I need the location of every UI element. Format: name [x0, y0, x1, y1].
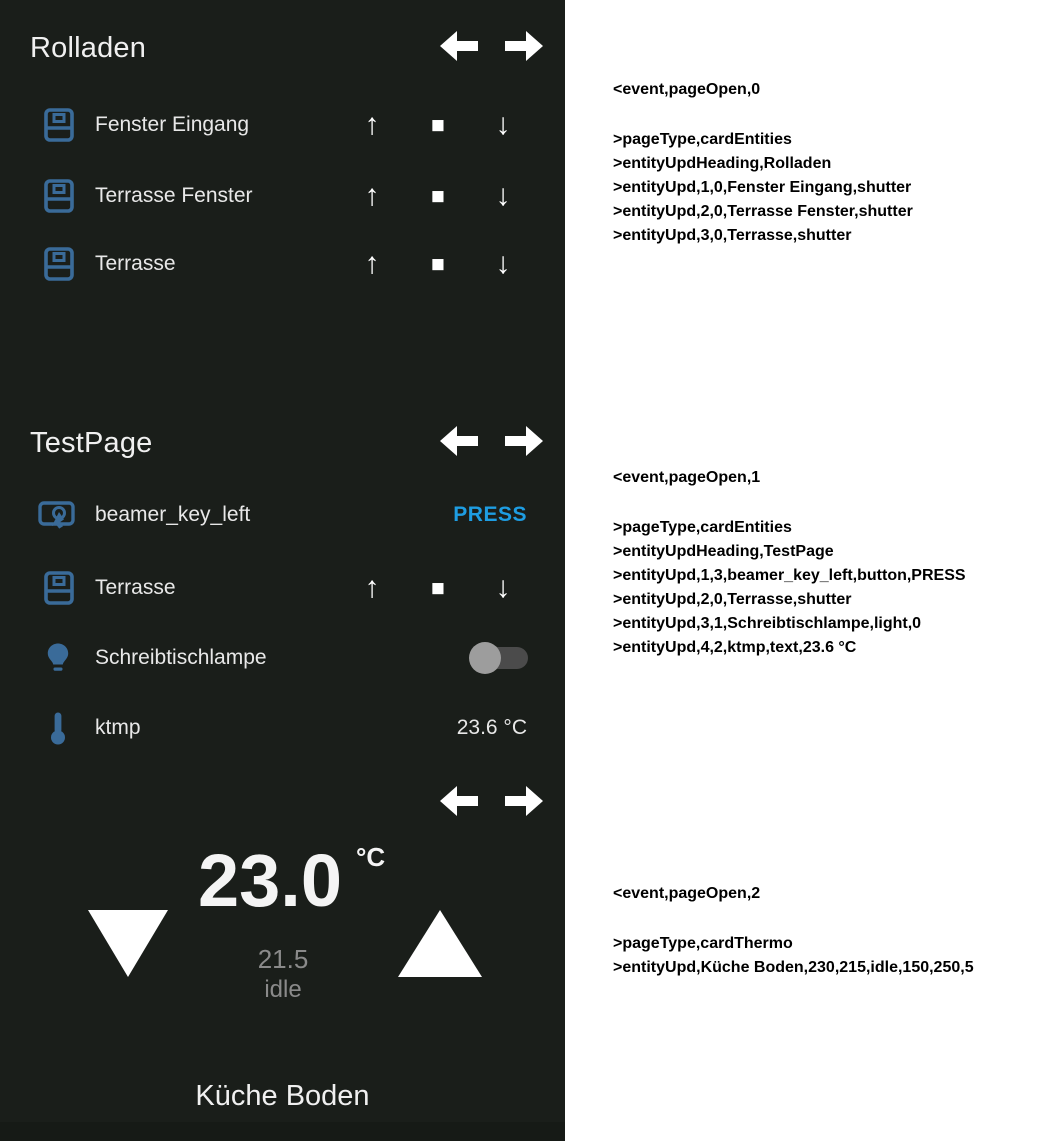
log-line: >entityUpd,4,2,ktmp,text,23.6 °C [613, 639, 857, 656]
entity-name: Terrasse [95, 576, 176, 599]
shutter-up-button[interactable]: ↑ [364, 179, 380, 212]
shutter-stop-button[interactable]: ■ [431, 182, 445, 209]
page-title: TestPage [30, 427, 153, 459]
shutter-up-button[interactable]: ↑ [364, 247, 380, 280]
nav-next-button[interactable] [505, 425, 543, 457]
page-title: Rolladen [30, 32, 147, 64]
entity-name: Fenster Eingang [95, 113, 250, 136]
log-line: >pageType,cardEntities [613, 131, 792, 148]
press-button[interactable]: PRESS [453, 503, 527, 526]
entity-row-text [0, 700, 565, 756]
thermometer-icon [50, 711, 66, 745]
log-event-line: <event,pageOpen,1 [613, 469, 761, 486]
card-entities-rolladen [0, 0, 565, 380]
arrow-right-icon [505, 785, 543, 817]
nav-next-button[interactable] [505, 785, 543, 817]
window-shutter-icon [44, 108, 74, 142]
temp-increase-button[interactable] [398, 910, 482, 977]
lightbulb-icon [46, 642, 70, 674]
log-line: >pageType,cardThermo [613, 935, 793, 952]
window-shutter-icon [44, 571, 74, 605]
current-temperature: 23.0 [197, 839, 343, 922]
log-line: >entityUpd,1,3,beamer_key_left,button,PRESS [613, 567, 966, 584]
log-block-page0 [613, 78, 1038, 248]
hvac-state: idle [264, 976, 302, 1003]
arrow-left-icon [440, 425, 478, 457]
sensor-value: 23.6 °C [456, 716, 527, 739]
entity-row-shutter [0, 560, 565, 616]
entity-name: Terrasse [95, 252, 176, 275]
log-line: >entityUpd,3,1,Schreibtischlampe,light,0 [613, 615, 922, 632]
log-line: >pageType,cardEntities [613, 519, 792, 536]
shutter-stop-button[interactable]: ■ [431, 574, 445, 601]
shutter-up-button[interactable]: ↑ [364, 108, 380, 141]
entity-row-shutter [0, 97, 565, 153]
log-line: >entityUpdHeading,Rolladen [613, 155, 832, 172]
entity-name: Schreibtischlampe [95, 646, 267, 669]
card-entities-testpage [0, 380, 565, 760]
shutter-down-button[interactable]: ↓ [495, 179, 511, 212]
entity-name: beamer_key_left [95, 503, 251, 526]
log-line: >entityUpd,3,0,Terrasse,shutter [613, 227, 852, 244]
log-line: >entityUpd,2,0,Terrasse,shutter [613, 591, 852, 608]
log-block-page1 [613, 466, 1038, 660]
toggle-knob [469, 642, 501, 674]
nav-next-button[interactable] [505, 30, 543, 62]
gesture-tap-button-icon [38, 499, 76, 531]
log-block-page2 [613, 882, 1038, 980]
log-line: >entityUpdHeading,TestPage [613, 543, 834, 560]
nav-prev-button[interactable] [440, 425, 478, 457]
shutter-down-button[interactable]: ↓ [495, 108, 511, 141]
shutter-stop-button[interactable]: ■ [431, 250, 445, 277]
shutter-down-button[interactable]: ↓ [495, 247, 511, 280]
log-event-line: <event,pageOpen,0 [613, 81, 761, 98]
thermostat-name: Küche Boden [195, 1080, 370, 1112]
arrow-right-icon [505, 30, 543, 62]
card-thermo [0, 760, 565, 1141]
temperature-unit: °C [356, 842, 386, 872]
window-shutter-icon [44, 247, 74, 281]
entity-name: Terrasse Fenster [95, 184, 253, 207]
entity-row-shutter [0, 236, 565, 292]
shutter-stop-button[interactable]: ■ [431, 111, 445, 138]
entity-row-button [0, 487, 565, 543]
nav-prev-button[interactable] [440, 30, 478, 62]
window-shutter-icon [44, 179, 74, 213]
shutter-down-button[interactable]: ↓ [495, 571, 511, 604]
bottom-edge-strip [0, 1122, 565, 1141]
entity-row-light [0, 630, 565, 686]
light-toggle-switch[interactable] [469, 641, 529, 675]
entity-name: ktmp [95, 716, 141, 739]
log-event-line: <event,pageOpen,2 [613, 885, 761, 902]
log-line: >entityUpd,1,0,Fenster Eingang,shutter [613, 179, 912, 196]
shutter-up-button[interactable]: ↑ [364, 571, 380, 604]
log-line: >entityUpd,2,0,Terrasse Fenster,shutter [613, 203, 913, 220]
arrow-right-icon [505, 425, 543, 457]
log-line: >entityUpd,Küche Boden,230,215,idle,150,250,5 [613, 959, 974, 976]
arrow-left-icon [440, 785, 478, 817]
arrow-left-icon [440, 30, 478, 62]
temp-decrease-button[interactable] [88, 910, 168, 977]
nav-prev-button[interactable] [440, 785, 478, 817]
target-temperature: 21.5 [257, 944, 309, 974]
entity-row-shutter [0, 168, 565, 224]
